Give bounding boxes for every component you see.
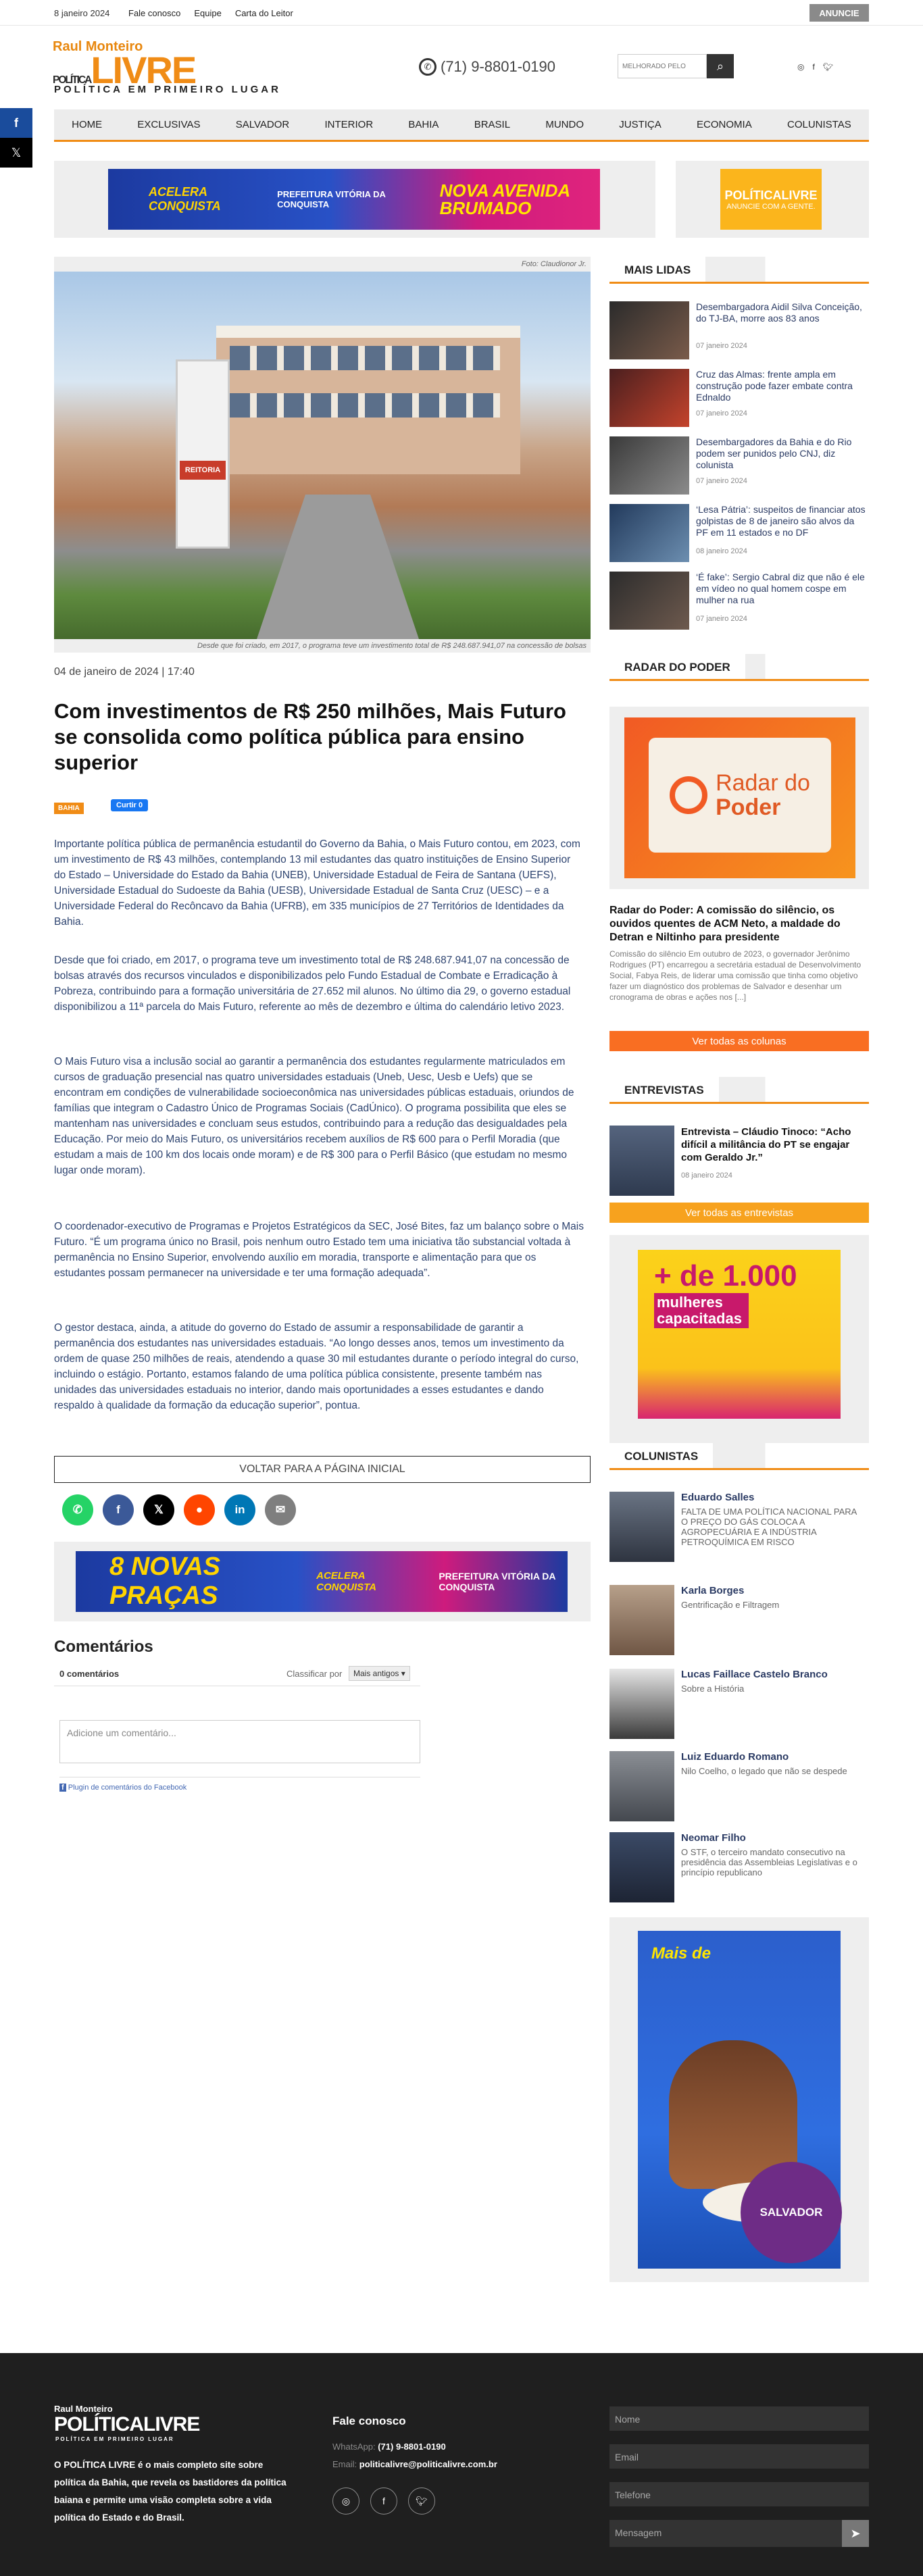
radar-header	[609, 654, 869, 681]
interview-thumbnail[interactable]	[609, 1126, 674, 1196]
nav-exclusivas[interactable]: EXCLUSIVAS	[137, 119, 201, 130]
share-email-button[interactable]	[265, 1494, 296, 1525]
linkedin-icon: in	[234, 1503, 245, 1516]
share-buttons	[62, 1494, 296, 1525]
article-photo	[54, 272, 591, 639]
wa-number: (71) 9-8801-0190	[378, 2442, 446, 2452]
article-date: 04 de janeiro de 2024 | 17:40	[54, 666, 195, 678]
wa-label: WhatsApp:	[332, 2442, 376, 2452]
facebook-icon: f	[116, 1503, 120, 1516]
top-links	[128, 8, 293, 18]
mid-banner-ad[interactable]	[76, 1551, 568, 1612]
columnist-photo	[609, 1751, 674, 1821]
photo-path	[257, 495, 419, 639]
columnist-item[interactable]	[609, 1669, 869, 1739]
logo-main-b: LIVRE	[91, 49, 196, 91]
news-thumbnail	[609, 369, 689, 427]
section-title: ENTREVISTAS	[609, 1077, 719, 1102]
columnist-photo	[609, 1669, 674, 1739]
logo-main-a: POLÍTICA	[53, 74, 91, 86]
news-title[interactable]: Desembargadores da Bahia e do Rio podem ser punidos pelo CNJ, diz colunista	[696, 436, 852, 470]
news-date: 07 janeiro 2024	[696, 615, 747, 623]
footer-email[interactable]	[332, 2459, 497, 2469]
photo-sign-label: REITORIA	[180, 461, 226, 480]
ad-text-prefeitura: PREFEITURA VITÓRIA DA CONQUISTA	[277, 189, 386, 209]
mais-lidas-header	[609, 257, 869, 284]
anuncie-button[interactable]: ANUNCIE	[809, 4, 869, 22]
view-all-columns-button[interactable]: Ver todas as colunas	[609, 1031, 869, 1051]
phone-number: (71) 9-8801-0190	[441, 58, 556, 75]
reddit-icon: ●	[195, 1503, 203, 1516]
footer-logo-top: Raul Monteiro	[54, 2404, 113, 2414]
send-button[interactable]	[842, 2520, 869, 2547]
x-icon: 𝕏	[154, 1503, 164, 1516]
instagram-icon[interactable]: ◎	[332, 2487, 359, 2515]
article-paragraph: O gestor destaca, ainda, a atitude do governo do Estado de assumir a responsabilidade de garantir a permanência dos estudantes nas universidades estaduais. “Ao longo desses anos, temos um investimento da ordem de quase 250 milhões de reais, atendendo a quase 30 mil estudantes durante o período integral do curso, incluindo o estágio. Portanto, estamos falando de uma política pública consistente, presente também nas unidades das universidades estaduais no interior, dando mais oportunidades a esses estudantes e dando respaldo à qualidade da formação da educação superior”, pontua.	[54, 1322, 579, 1411]
category-tag[interactable]: BAHIA	[54, 803, 84, 814]
facebook-icon: f	[59, 1784, 66, 1792]
share-facebook-button[interactable]	[0, 108, 32, 138]
section-title: MAIS LIDAS	[609, 257, 705, 282]
floating-share	[0, 108, 32, 168]
columnist-name[interactable]: Luiz Eduardo Romano	[681, 1751, 789, 1763]
ad-headline: + de 1.000	[654, 1259, 797, 1292]
columnist-name[interactable]: Karla Borges	[681, 1585, 745, 1596]
whatsapp-icon: ✆	[72, 1503, 83, 1516]
ad-text-acelera: ACELERA CONQUISTA	[316, 1570, 377, 1593]
nav-home[interactable]: HOME	[72, 119, 103, 130]
article-paragraph: Desde que foi criado, em 2017, o programa teve um investimento total de R$ 248.687.941,07 na concessão de bolsas através dos recursos vinculados e disponibilizados pelo Fundo Estadual de Combate e Erradicação à Pobreza, contribuindo para a formação universitária de 27.652 mil alunos. No último dia 29, o governo estadual disponibilizou a 11ª parcela do Mais Futuro, referente ao mês de dezembro e última do calendário letivo 2023.	[54, 955, 571, 1013]
footer-logo[interactable]: POLÍTICALIVRE	[54, 2413, 200, 2435]
columnist-photo	[609, 1492, 674, 1562]
current-date: 8 janeiro 2024	[54, 8, 110, 18]
nav-economia[interactable]: ECONOMIA	[697, 119, 752, 130]
news-thumbnail	[609, 301, 689, 359]
entrevistas-header	[609, 1077, 869, 1104]
article-paragraph: O coordenador-executivo de Programas e Projetos Estratégicos da SEC, José Bites, faz um balanço sobre o Mais Futuro. “É um programa único no Brasil, pois nenhum outro Estado tem uma iniciativa tão substancial voltada à permanência no Ensino Superior, envolvendo auxílio em moradia, transporte e alimentação para que os estudantes possam permanecer na universidade e ter uma formação adequada”.	[54, 1221, 584, 1279]
facebook-icon[interactable]: f	[370, 2487, 397, 2515]
nav-brasil[interactable]: BRASIL	[474, 119, 511, 130]
logo-subtitle: POLÍTICA EM PRIMEIRO LUGAR	[54, 84, 281, 95]
plugin-label: Plugin de comentários do Facebook	[68, 1784, 187, 1792]
radar-logo-b: Poder	[716, 794, 781, 820]
ad-subline: mulheres capacitadas	[654, 1293, 749, 1328]
email-icon: ✉	[275, 1503, 286, 1516]
ad-headline: Mais de	[651, 1944, 712, 1963]
ad-text-prefeitura: PREFEITURA VITÓRIA DA CONQUISTA	[439, 1571, 556, 1592]
facebook-like-button[interactable]: Curtir 0	[111, 799, 148, 811]
list-item[interactable]	[609, 369, 869, 427]
ad-anuncie-text: ANUNCIE COM A GENTE.	[726, 202, 816, 211]
news-title[interactable]: ‘Lesa Pátria’: suspeitos de financiar atos golpistas de 8 de janeiro são alvos da PF em 11 estados e no DF	[696, 504, 866, 538]
x-icon: 𝕏	[11, 145, 22, 159]
share-x-button[interactable]	[143, 1494, 174, 1525]
list-item[interactable]	[609, 504, 869, 562]
radar-headline[interactable]: Radar do Poder: A comissão do silêncio, os ouvidos quentes de ACM Neto, a maldade do Detran e Niltinho para presidente	[609, 905, 841, 943]
footer-whatsapp[interactable]	[332, 2442, 446, 2452]
columnist-name[interactable]: Lucas Faillace Castelo Branco	[681, 1669, 828, 1680]
photo-caption: Desde que foi criado, em 2017, o programa teve um investimento total de R$ 248.687.941,07 na concessão de bolsas	[54, 639, 591, 653]
columnist-photo	[609, 1585, 674, 1655]
columnist-item[interactable]	[609, 1492, 869, 1562]
footer-social	[332, 2487, 435, 2515]
columnist-photo	[609, 1832, 674, 1902]
phone-contact[interactable]	[419, 58, 555, 76]
comments-sort-select[interactable]: Mais antigos ▾	[349, 1666, 410, 1681]
news-date: 08 janeiro 2024	[696, 547, 747, 555]
news-thumbnail	[609, 436, 689, 495]
top-banner-ad[interactable]	[108, 169, 600, 230]
facebook-plugin-link[interactable]	[59, 1784, 186, 1792]
interview-date: 08 janeiro 2024	[681, 1171, 732, 1180]
email-label: Email:	[332, 2459, 357, 2469]
columnist-article[interactable]: Nilo Coelho, o legado que não se despede	[681, 1766, 847, 1776]
ad-badge-text: SALVADOR	[759, 2206, 823, 2219]
share-whatsapp-button[interactable]	[62, 1494, 93, 1525]
footer-description: O POLÍTICA LIVRE é o mais completo site sobre política da Bahia, que revela os bastidores da política baiana e permite uma visão completa sobre a vida política do Estado e do Brasil.	[54, 2460, 286, 2523]
whatsapp-icon: ✆	[419, 58, 436, 76]
photo-credit: Foto: Claudionor Jr.	[54, 257, 591, 272]
radar-logo-a: Radar do	[716, 770, 810, 796]
columnist-item[interactable]	[609, 1751, 869, 1821]
form-name-input[interactable]: Nome	[609, 2406, 869, 2431]
comments-sort-label: Classificar por	[286, 1669, 343, 1679]
top-link-fale-conosco[interactable]: Fale conosco	[128, 8, 181, 18]
radar-description: Comissão do silêncio Em outubro de 2023, o governador Jerônimo Rodrigues (PT) encarregou a secretária estadual de Desenvolvimento Social, Fabya Reis, de liderar uma comissão que tinha como objetivo fazer um diagnóstico dos problemas de Salvador e desenhar um cronograma de obras e ações nos [...]	[609, 949, 862, 1002]
facebook-icon: f	[14, 116, 18, 130]
news-thumbnail	[609, 504, 689, 562]
share-reddit-button[interactable]	[184, 1494, 215, 1525]
columnist-article[interactable]: Sobre a História	[681, 1684, 745, 1694]
nav-bahia[interactable]: BAHIA	[408, 119, 439, 130]
photo-windows	[230, 346, 500, 370]
news-title[interactable]: ‘É fake’: Sergio Cabral diz que não é ele em vídeo no qual homem cospe em mulher na rua	[696, 572, 865, 605]
comments-title: Comentários	[54, 1638, 153, 1656]
anuncie-ad[interactable]	[720, 169, 822, 230]
top-link-carta-leitor[interactable]: Carta do Leitor	[234, 8, 293, 18]
ad-text-pracas: 8 NOVAS PRAÇAS	[109, 1552, 221, 1610]
ad-text-avenida: NOVA AVENIDA BRUMADO	[439, 180, 570, 218]
header-social	[797, 62, 833, 72]
share-facebook-button[interactable]	[103, 1494, 134, 1525]
nav-interior[interactable]: INTERIOR	[324, 119, 374, 130]
search-input[interactable]	[618, 54, 707, 78]
nav-mundo[interactable]: MUNDO	[545, 119, 584, 130]
photo-sign	[176, 359, 230, 549]
facebook-icon[interactable]: f	[812, 62, 815, 72]
section-title: RADAR DO PODER	[609, 654, 745, 679]
list-item[interactable]	[609, 572, 869, 630]
columnist-item[interactable]	[609, 1832, 869, 1902]
ad-logo-text: POLÍTICALIVRE	[724, 188, 818, 202]
ad-text-acelera: ACELERA CONQUISTA	[149, 185, 221, 213]
main-nav	[54, 109, 869, 142]
footer-contact-title: Fale conosco	[332, 2415, 406, 2427]
logo-top-text: Raul Monteiro	[53, 39, 143, 54]
news-thumbnail	[609, 572, 689, 630]
news-date: 07 janeiro 2024	[696, 477, 747, 485]
comment-input[interactable]: Adicione um comentário...	[59, 1720, 420, 1763]
columnist-article[interactable]: FALTA DE UMA POLÍTICA NACIONAL PARA O PREÇO DO GÁS COLOCA A AGROPECUÁRIA E A INDÚSTRIA PETROQUÍMICA EM RISCO	[681, 1507, 857, 1547]
radar-icon	[670, 776, 707, 814]
columnist-name[interactable]: Eduardo Salles	[681, 1492, 755, 1503]
twitter-icon[interactable]: 🐦︎	[822, 62, 834, 72]
comments-count: 0 comentários	[59, 1669, 120, 1679]
news-date: 07 janeiro 2024	[696, 342, 747, 350]
nav-justica[interactable]: JUSTIÇA	[619, 119, 662, 130]
side-banner-ad[interactable]	[638, 1250, 841, 1419]
view-all-interviews-button[interactable]: Ver todas as entrevistas	[609, 1203, 869, 1223]
news-title[interactable]: Cruz das Almas: frente ampla em construção pode fazer embate contra Ednaldo	[696, 369, 853, 403]
nav-salvador[interactable]: SALVADOR	[235, 119, 290, 130]
instagram-icon[interactable]: ◎	[797, 62, 805, 72]
interview-title[interactable]: Entrevista – Cláudio Tinoco: “Acho difícil a militância do PT se engajar com Geraldo Jr.”	[681, 1126, 851, 1163]
send-icon: ➤	[850, 2526, 861, 2540]
section-title: COLUNISTAS	[609, 1443, 713, 1468]
list-item[interactable]	[609, 436, 869, 495]
news-date: 07 janeiro 2024	[696, 409, 747, 418]
share-linkedin-button[interactable]	[224, 1494, 255, 1525]
form-message-input[interactable]: Mensagem	[609, 2520, 869, 2547]
search-button[interactable]	[707, 54, 734, 78]
list-item[interactable]	[609, 301, 869, 359]
email-address: politicalivre@politicalivre.com.br	[359, 2459, 497, 2469]
article-paragraph: Importante política pública de permanência estudantil do Governo da Bahia, o Mais Futuro contou, em 2023, com um investimento de R$ 43 milhões, contemplando 13 mil estudantes das quatro instituições de Ensino Superior do Estado – Universidade do Estado da Bahia (UNEB), Universidade Estadual de Feira de Santana (UEFS), Universidade Estadual do Sudoeste da Bahia (UESB), Universidade Estadual de Santa Cruz (UESC) – e a Universidade Federal do Recôncavo da Bahia (UFRB), em 335 municípios de 27 Territórios de Identidades da Bahia.	[54, 838, 580, 928]
news-title[interactable]: Desembargadora Aidil Silva Conceição, do TJ-BA, morre aos 83 anos	[696, 301, 862, 324]
twitter-icon[interactable]: 🐦︎	[408, 2487, 435, 2515]
columnist-article[interactable]: O STF, o terceiro mandato consecutivo na presidência das Assembleias Legislativas e o princípio republicano	[681, 1847, 857, 1877]
article-paragraph: O Mais Futuro visa a inclusão social ao garantir a permanência dos estudantes regularmente matriculados em cursos de graduação presencial nas quatro universidades estaduais (Uneb, Uesc, Uesb e Uefs) que se encontram em condições de vulnerabilidade socioeconômica nas universidades públicas estaduais, oriundos de famílias que integram o Cadastro Único de Programas Sociais (CadÚnico). O programa possibilita que eles se mantenham nas universidades e concluam seus estudos, contribuindo para a redução das desigualdades pela Educação. Por meio do Mais Futuro, os universitários recebem auxílios de R$ 600 para o Perfil Moradia (que estudam a mais de 100 km dos locais onde moram) e de R$ 300 para o Perfil Básico (que estudam no mesmo lugar onde moram).	[54, 1056, 574, 1176]
form-phone-input[interactable]: Telefone	[609, 2482, 869, 2506]
radar-logo-card	[649, 738, 831, 853]
columnist-article[interactable]: Gentrificação e Filtragem	[681, 1600, 780, 1610]
form-email-input[interactable]: Email	[609, 2444, 869, 2469]
photo-windows-lower	[230, 393, 500, 418]
share-x-button[interactable]	[0, 138, 32, 168]
ad-salvador-badge	[741, 2162, 842, 2263]
top-link-equipe[interactable]: Equipe	[194, 8, 222, 18]
nav-colunistas[interactable]: COLUNISTAS	[787, 119, 851, 130]
back-home-button[interactable]: VOLTAR PARA A PÁGINA INICIAL	[54, 1456, 591, 1483]
article-title: Com investimentos de R$ 250 milhões, Mais Futuro se consolida como política pública para ensino superior	[54, 699, 566, 774]
colunistas-header	[609, 1443, 869, 1470]
search-icon: ⌕	[716, 59, 724, 73]
columnist-name[interactable]: Neomar Filho	[681, 1832, 746, 1844]
footer-logo-sub: POLÍTICA EM PRIMEIRO LUGAR	[55, 2436, 174, 2442]
columnist-item[interactable]	[609, 1585, 869, 1655]
